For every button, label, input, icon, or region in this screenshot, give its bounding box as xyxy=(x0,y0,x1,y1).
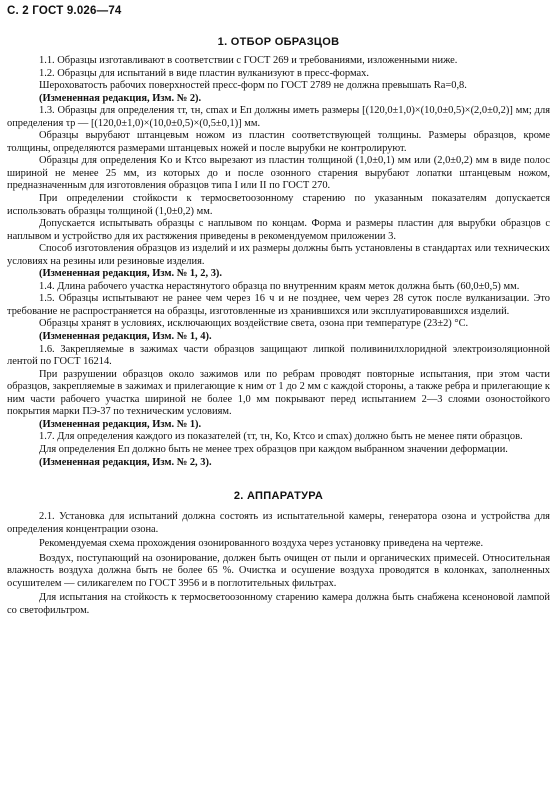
revision-note-3: (Измененная редакция, Изм. № 1, 4). xyxy=(39,331,212,343)
paragraph-products: Способ изготовления образцов из изделий и их размеры должны быть установлены в стандартах или технических условиях на резины или резиновые изделия. xyxy=(7,243,550,267)
paragraph-1-4: 1.4. Длина рабочего участка нерастянутого образца по внутренним краям меток должна быть (60,0±0,5) мм. xyxy=(39,280,520,292)
revision-note-1: (Измененная редакция, Изм. № 2). xyxy=(39,92,202,104)
paragraph-1-2: 1.2. Образцы для испытаний в виде пластин вулканизуют в пресс-формах. xyxy=(39,67,369,79)
paragraph-thickness: При определении стойкости к термосветоозонному старению по указанным показателям допускается использовать образцы толщиной (1,0±0,2) мм. xyxy=(7,193,550,217)
paragraph-1-1: 1.1. Образцы изготавливают в соответствии с ГОСТ 269 и требованиями, изложенными ниже. xyxy=(39,55,458,66)
paragraph-cutting: Образцы вырубают штанцевым ножом из пластин соответствующей толщины. Размеры образцов, кроме толщины, определяются размерами штанцевых ножей и после вырубки не контролируют. xyxy=(7,130,550,154)
paragraph-1-7: 1.7. Для определения каждого из показателей (τт, τн, Kо, Kтсо и cmax) должно быть не менее пяти образцов. xyxy=(39,431,523,443)
paragraph-deformation: Для определения Eп должно быть не менее трех образцов при каждом выбранном значении деформации. xyxy=(39,443,508,455)
paragraph-1-6: 1.6. Закрепляемые в зажимах части образцов защищают липкой поливинилхлоридной электроизоляционной лентой по ГОСТ 16214. xyxy=(7,343,550,368)
section-1-title: 1. ОТБОР ОБРАЗЦОВ xyxy=(217,36,340,48)
paragraph-roughness: Шероховатость рабочих поверхностей пресс-форм по ГОСТ 2789 не должна превышать Ra=0,8. xyxy=(39,80,467,92)
paragraph-1-5: 1.5. Образцы испытывают не ранее чем через 16 ч и не позднее, чем через 28 суток после вулканизации. Это требование не распространяется на образцы, изготовленные из хранившихся или эксплуатировавшихся изделий. xyxy=(7,293,550,317)
paragraph-scheme: Рекомендуемая схема прохождения озонированного воздуха через установку приведена на чертеже. xyxy=(39,538,484,550)
document-body xyxy=(7,35,550,617)
section-2-title: 2. АППАРАТУРА xyxy=(233,490,324,503)
paragraph-1-3: 1.3. Образцы для определения τт, τн, cmax и Eп должны иметь размеры [(120,0±1,0)×(10,0±0,5)×(2,0±0,2)] мм; для определения τр — [(120,0±1,0)×(10,0±0,5)×(0,5±0,1)] мм. xyxy=(7,105,550,129)
paragraph-storage: Образцы хранят в условиях, исключающих воздействие света, озона при температуре (23±2) °С. xyxy=(39,318,469,330)
revision-note-4: (Измененная редакция, Изм. № 1). xyxy=(39,418,202,430)
paragraph-strips: Образцы для определения Kо и Kтсо вырезают из пластин толщиной (1,0±0,1) мм или (2,0±0,2) мм в виде полос шириной не менее 25 мм, из которых до и после озонного старения вырубают лопатки штанцевым ножом, предназначенным для изготовления образцов типа I или II по ГОСТ 270. xyxy=(7,155,550,192)
page-header: С. 2 ГОСТ 9.026—74 xyxy=(7,5,122,17)
paragraph-xenon: Для испытания на стойкость к термосветоозонному старению камера должна быть снабжена ксеноновой лампой со светофильтром. xyxy=(7,592,550,616)
paragraph-flow: Допускается испытывать образцы с наплывом по концам. Форма и размеры пластин для вырубки образцов с наплывом и устройство для их растяжения приведены в рекомендуемом приложении 3. xyxy=(7,218,550,242)
revision-note-5: (Измененная редакция, Изм. № 2, 3). xyxy=(39,456,212,468)
paragraph-retest: При разрушении образцов около зажимов или по ребрам проводят повторные испытания, при этом части образцов, закрепляемые в зажимах и прилегающие к ним от 1 до 2 мм с каждой стороны, а также ребра и прилегающие к ним части рабочего участка шириной не более 1,0 мм покрывают перед испытанием 2—3 слоями озоностойкого покрытия марки ПЭ-37 по техническим условиям. xyxy=(7,368,550,418)
revision-note-2: (Измененная редакция, Изм. № 1, 2, 3). xyxy=(39,268,223,280)
paragraph-2-1: 2.1. Установка для испытаний должна состоять из испытательной камеры, генератора озона и устройства для определения концентрации озона. xyxy=(7,511,550,535)
paragraph-air: Воздух, поступающий на озонирование, должен быть очищен от пыли и органических примесей. Относительная влажность воздуха должна быть не более 65 %. Очистка и осушение воздуха проводятся в колонках, заполненных осушителем — силикагелем по ГОСТ 3956 и в поглотительных фильтрах. xyxy=(7,552,550,589)
